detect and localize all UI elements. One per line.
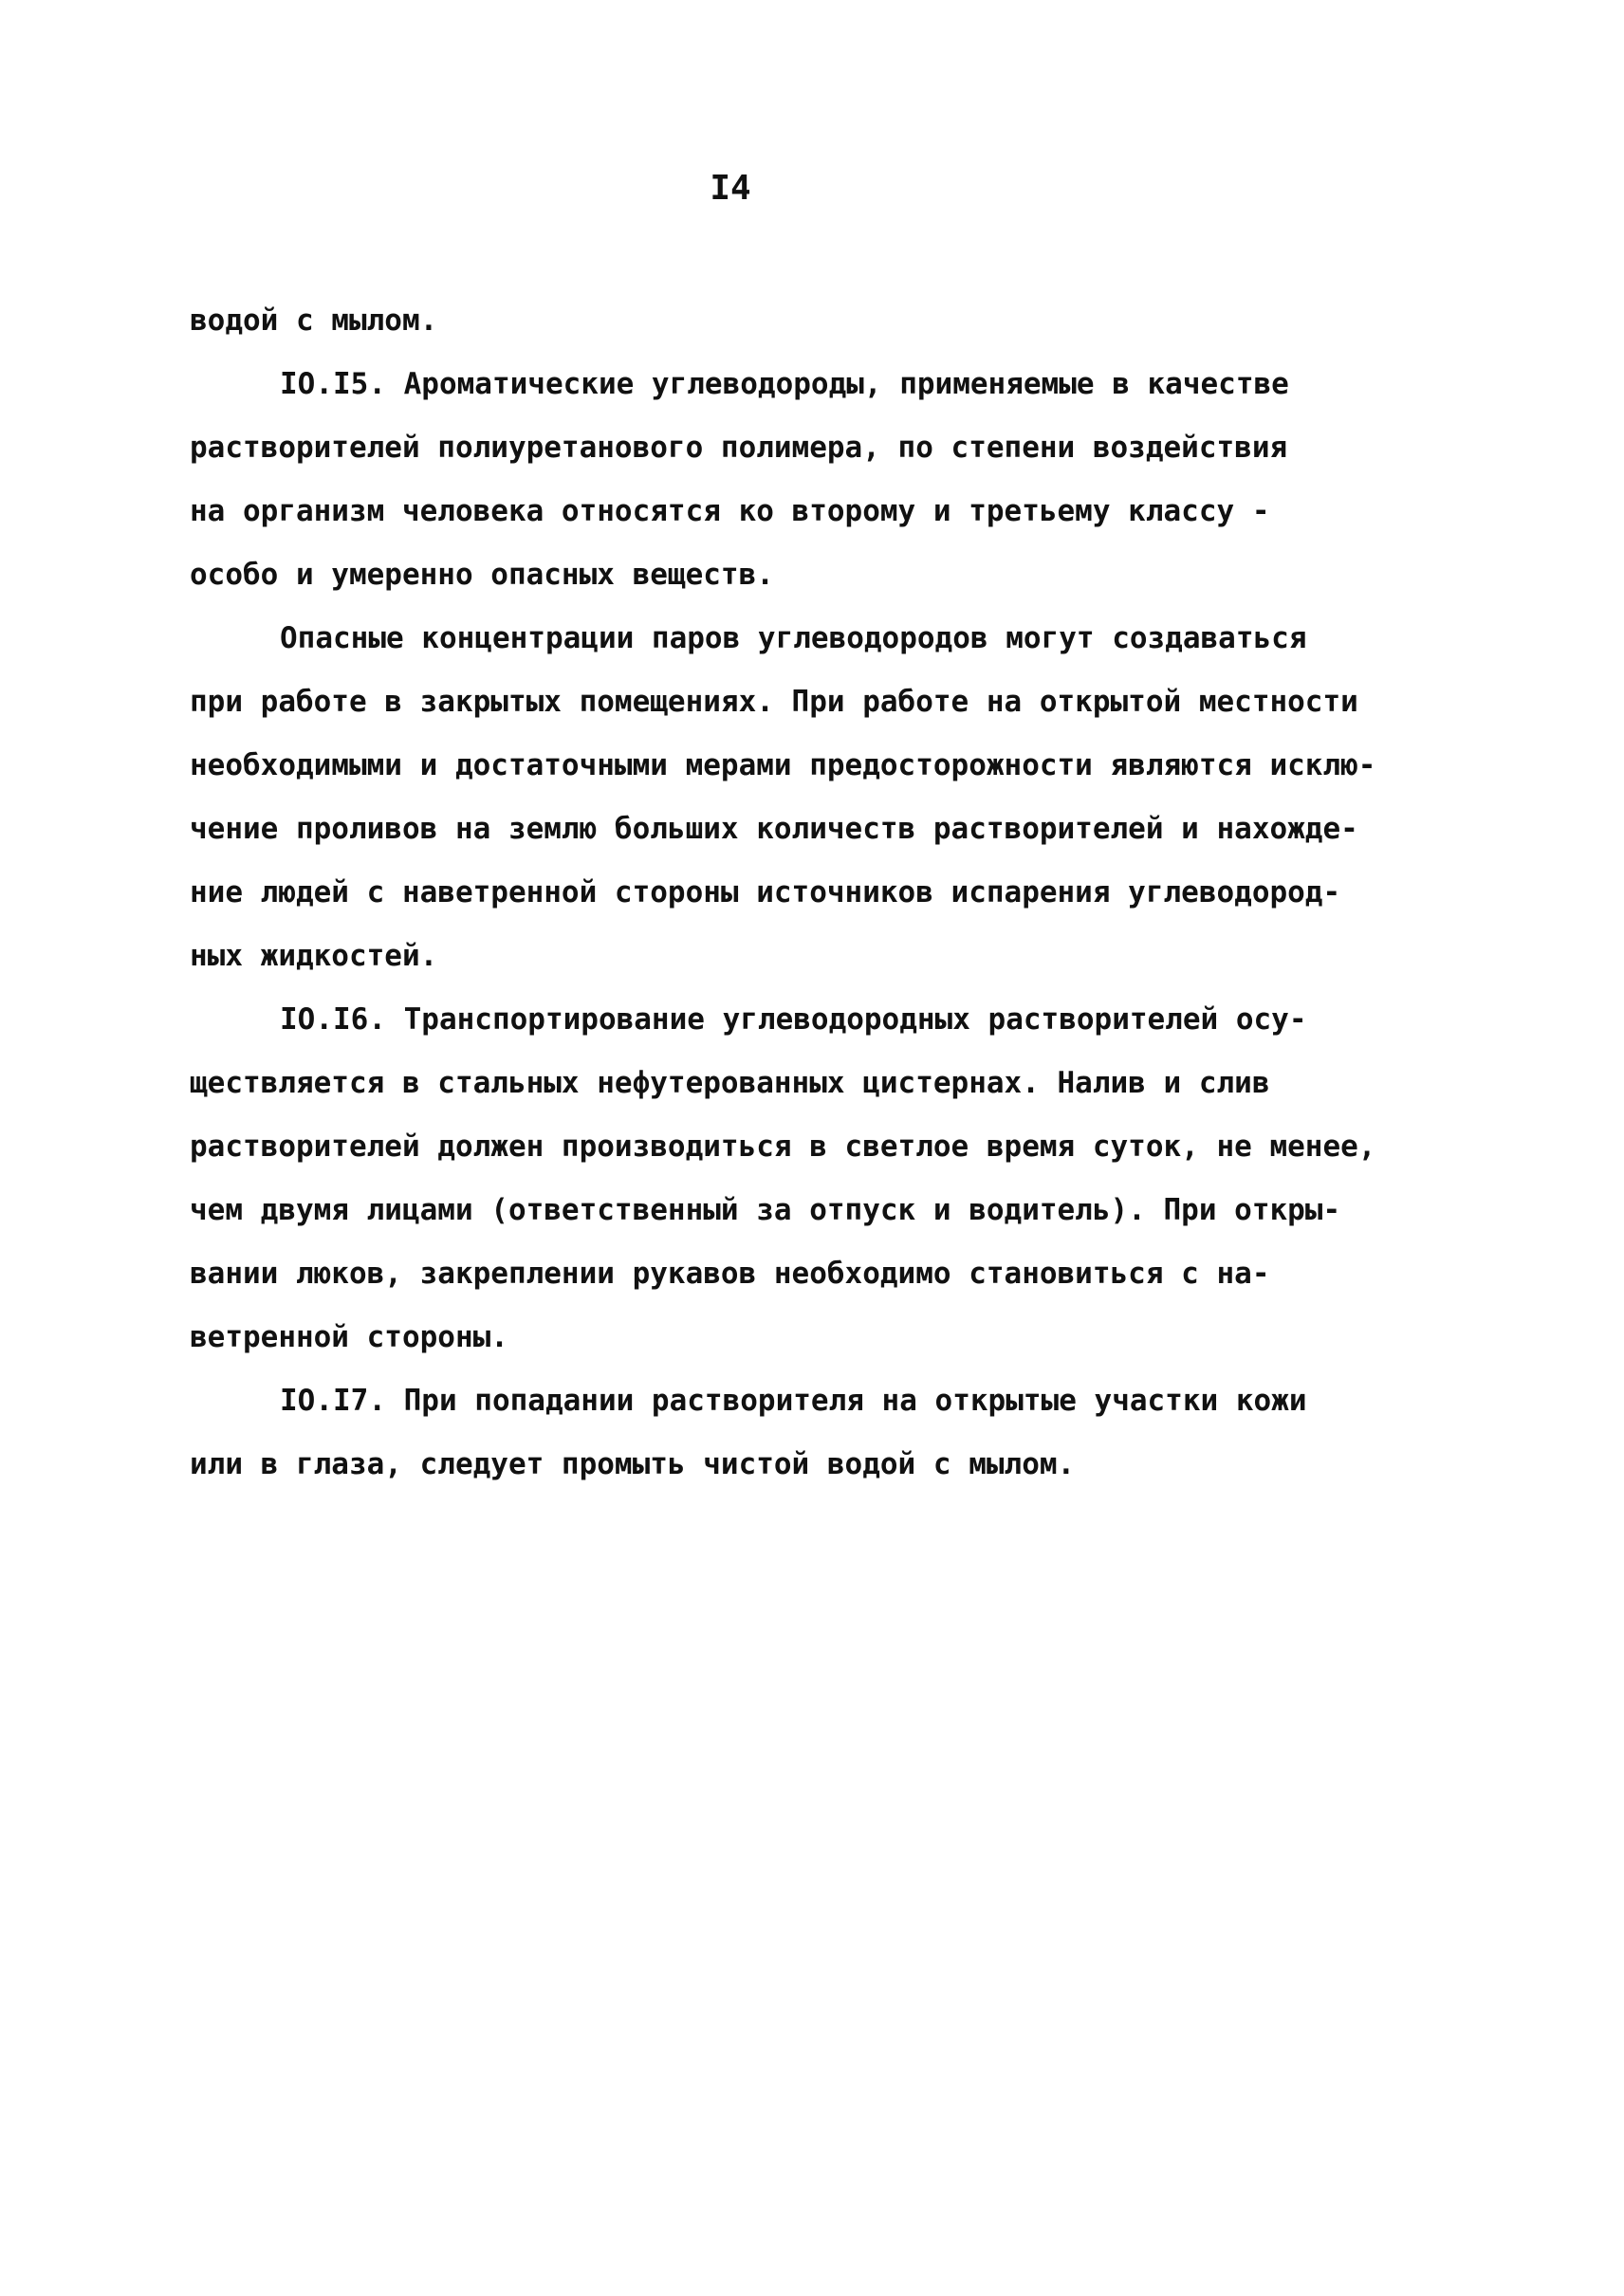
- text-line: IO.I5. Ароматические углеводороды, применяемые в качестве: [280, 367, 1289, 401]
- text-line: Опасные концентрации паров углеводородов могут создаваться: [280, 621, 1307, 655]
- text-line: водой с мылом.: [190, 303, 438, 338]
- text-line: растворителей должен производиться в светлое время суток, не менее,: [190, 1130, 1376, 1164]
- text-line: ние людей с наветренной стороны источников испарения углеводород-: [190, 875, 1341, 909]
- page-number: I4: [710, 169, 751, 208]
- text-line: при работе в закрытых помещениях. При работе на открытой местности: [190, 685, 1358, 719]
- text-line: на организм человека относятся ко второму и третьему классу -: [190, 494, 1270, 528]
- text-line: необходимыми и достаточными мерами предосторожности являются исклю-: [190, 748, 1376, 782]
- text-line: особо и умеренно опасных веществ.: [190, 558, 774, 592]
- text-line: IO.I7. При попадании растворителя на открытые участки кожи: [280, 1384, 1307, 1418]
- document-body: [190, 289, 1489, 1497]
- text-line: растворителей полиуретанового полимера, по степени воздействия: [190, 431, 1288, 465]
- text-line: ществляется в стальных нефутерованных цистернах. Налив и слив: [190, 1066, 1270, 1100]
- text-line: ветренной стороны.: [190, 1320, 508, 1354]
- text-line: IO.I6. Транспортирование углеводородных растворителей осу-: [280, 1002, 1307, 1037]
- text-line: ных жидкостей.: [190, 939, 438, 973]
- text-line: чем двумя лицами (ответственный за отпуск и водитель). При откры-: [190, 1193, 1341, 1227]
- text-line: чение проливов на землю больших количеств растворителей и нахожде-: [190, 812, 1358, 846]
- text-line: или в глаза, следует промыть чистой водой с мылом.: [190, 1447, 1076, 1481]
- text-line: вании люков, закреплении рукавов необходимо становиться с на-: [190, 1257, 1270, 1291]
